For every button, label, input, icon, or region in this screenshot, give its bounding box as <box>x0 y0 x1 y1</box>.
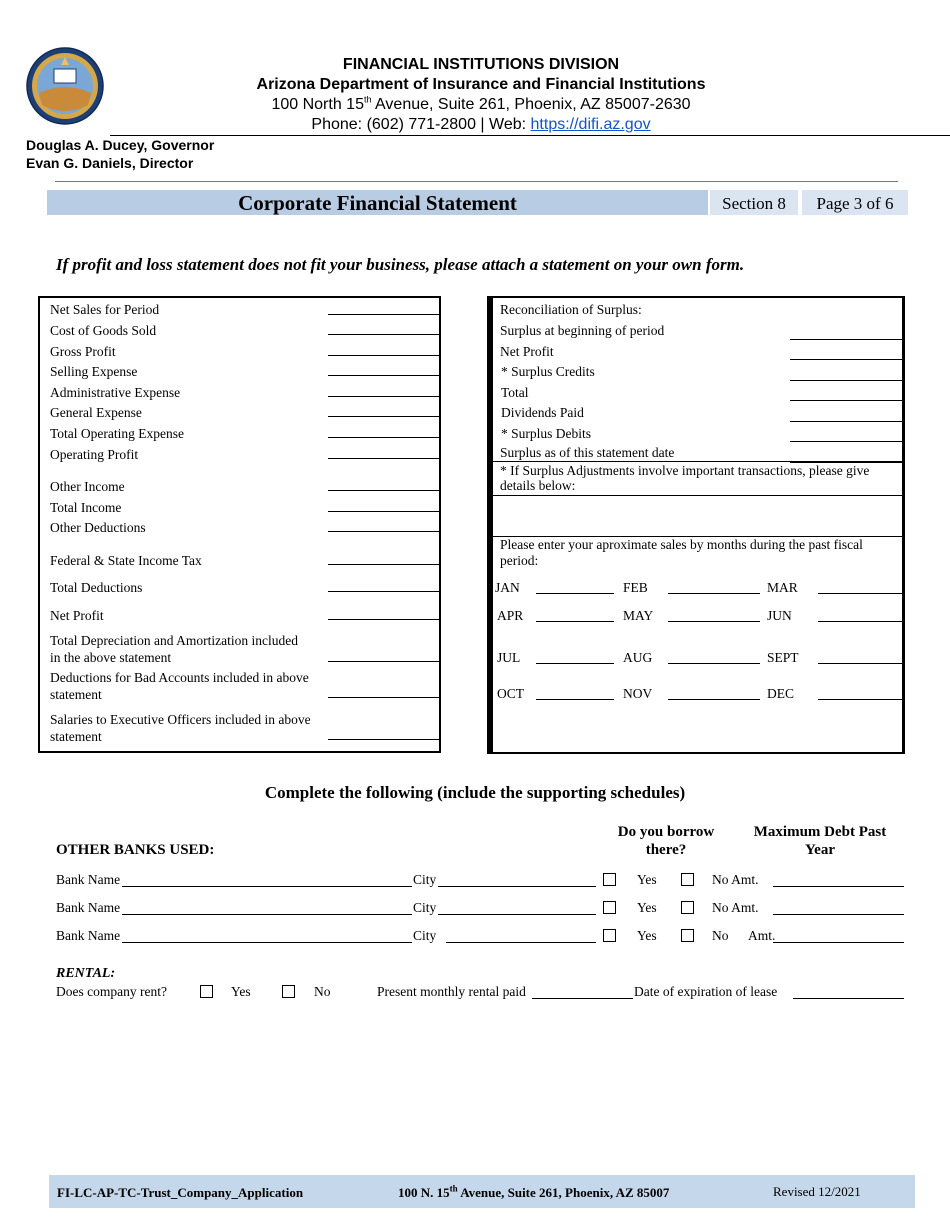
left-item-label: Operating Profit <box>50 447 139 462</box>
month-label: FEB <box>623 580 648 595</box>
surplus-item-label: * Surplus Debits <box>501 426 592 441</box>
borrow-heading: Do you borrow there? <box>617 824 715 858</box>
bank-name-field[interactable] <box>122 942 412 943</box>
website-link[interactable]: https://difi.az.gov <box>530 116 651 133</box>
salaries-label: Salaries to Executive Officers included in above statement <box>50 712 311 744</box>
left-item-label: Administrative Expense <box>50 385 181 400</box>
month-sales-field[interactable] <box>818 621 902 622</box>
left-item-field[interactable] <box>328 375 439 376</box>
depreciation-field[interactable] <box>328 661 439 662</box>
form-title: Corporate Financial Statement <box>238 191 517 215</box>
month-sales-field[interactable] <box>536 663 614 664</box>
left-item-label: Net Profit <box>50 608 104 623</box>
month-label: MAR <box>767 580 798 595</box>
surplus-item-label: Dividends Paid <box>501 405 584 420</box>
left-item-field[interactable] <box>328 490 439 491</box>
sales-note: Please enter your aproximate sales by months during the past fiscal period: <box>500 537 863 568</box>
left-item-field[interactable] <box>328 314 439 315</box>
left-item-field[interactable] <box>328 619 439 620</box>
left-item-label: Total Deductions <box>50 580 143 595</box>
month-sales-field[interactable] <box>536 593 614 594</box>
surplus-item-field[interactable] <box>790 421 902 422</box>
governor: Douglas A. Ducey, Governor <box>26 137 215 153</box>
surplus-item-field[interactable] <box>790 359 902 360</box>
borrow-no-checkbox[interactable] <box>681 873 694 886</box>
surplus-item-field[interactable] <box>790 400 902 401</box>
month-sales-field[interactable] <box>818 663 902 664</box>
page-label: Page 3 of 6 <box>802 190 908 215</box>
department-name: Arizona Department of Insurance and Financial Institutions <box>256 76 706 93</box>
left-item-field[interactable] <box>328 458 439 459</box>
month-sales-field[interactable] <box>818 699 902 700</box>
adjust-divider-top <box>491 461 903 462</box>
left-item-field[interactable] <box>328 591 439 592</box>
left-item-field[interactable] <box>328 564 439 565</box>
rent-question: Does company rent? <box>56 984 167 999</box>
footer-address: 100 N. 15th Avenue, Suite 261, Phoenix, AZ 85007 <box>398 1183 670 1200</box>
other-banks-heading: OTHER BANKS USED: <box>56 842 215 858</box>
blue-rule <box>55 181 898 182</box>
max-debt-field[interactable] <box>773 886 904 887</box>
max-debt-field[interactable] <box>773 914 904 915</box>
surplus-item-label: Surplus at beginning of period <box>500 323 665 338</box>
bad-accounts-label: Deductions for Bad Accounts included in above statement <box>50 670 309 702</box>
complete-heading: Complete the following (include the supporting schedules) <box>264 783 686 802</box>
borrow-yes-label: Yes <box>637 928 657 943</box>
left-item-label: Net Sales for Period <box>50 302 160 317</box>
left-item-label: Other Deductions <box>50 520 146 535</box>
rent-yes-label: Yes <box>231 984 251 999</box>
month-sales-field[interactable] <box>818 593 902 594</box>
month-label: APR <box>497 608 524 623</box>
month-label: NOV <box>623 686 653 701</box>
bank-name-label: Bank Name <box>56 928 121 943</box>
city-label: City <box>413 928 437 943</box>
surplus-item-field[interactable] <box>790 441 902 442</box>
bank-name-label: Bank Name <box>56 900 121 915</box>
left-item-field[interactable] <box>328 396 439 397</box>
month-sales-field[interactable] <box>668 663 760 664</box>
borrow-no-amt-label: No Amt. <box>712 872 759 887</box>
city-field[interactable] <box>438 914 596 915</box>
borrow-yes-checkbox[interactable] <box>603 873 616 886</box>
left-item-label: Gross Profit <box>50 344 116 359</box>
left-item-field[interactable] <box>328 334 439 335</box>
footer-revised: Revised 12/2021 <box>773 1184 861 1199</box>
notice-text: If profit and loss statement does not fit your business, please attach a statement on your own form. <box>56 255 745 274</box>
left-item-label: Federal & State Income Tax <box>50 553 202 568</box>
left-item-field[interactable] <box>328 437 439 438</box>
borrow-yes-label: Yes <box>637 900 657 915</box>
rental-heading: RENTAL: <box>56 966 116 981</box>
month-label: JUN <box>767 608 792 623</box>
monthly-rental-label: Present monthly rental paid <box>377 984 526 999</box>
rent-yes-checkbox[interactable] <box>200 985 213 998</box>
surplus-item-label: Surplus as of this statement date <box>500 445 675 460</box>
month-label: MAY <box>623 608 654 623</box>
bank-name-field[interactable] <box>122 914 412 915</box>
borrow-no-amt-label: No Amt. <box>712 900 759 915</box>
max-debt-field[interactable] <box>773 942 904 943</box>
amt-label: Amt. <box>748 928 776 943</box>
month-label: OCT <box>497 686 524 701</box>
borrow-no-checkbox[interactable] <box>681 929 694 942</box>
depreciation-label: Total Depreciation and Amortization included in the above statement <box>50 633 298 665</box>
borrow-yes-checkbox[interactable] <box>603 901 616 914</box>
borrow-yes-label: Yes <box>637 872 657 887</box>
header-rule <box>110 135 950 136</box>
month-sales-field[interactable] <box>536 621 614 622</box>
city-field[interactable] <box>438 886 596 887</box>
salaries-field[interactable] <box>328 739 439 740</box>
borrow-yes-checkbox[interactable] <box>603 929 616 942</box>
left-item-label: Total Income <box>50 500 122 515</box>
division-name: FINANCIAL INSTITUTIONS DIVISION <box>342 56 620 73</box>
adjust-note: * If Surplus Adjustments involve important transactions, please give details below: <box>500 463 870 493</box>
left-item-field[interactable] <box>328 355 439 356</box>
city-field[interactable] <box>446 942 596 943</box>
left-item-field[interactable] <box>328 511 439 512</box>
borrow-no-checkbox[interactable] <box>681 901 694 914</box>
rent-no-label: No <box>314 984 331 999</box>
lease-expiration-field[interactable] <box>793 998 904 999</box>
bad-accounts-field[interactable] <box>328 697 439 698</box>
borrow-no-label: No <box>712 928 729 943</box>
left-item-field[interactable] <box>328 531 439 532</box>
month-sales-field[interactable] <box>668 699 760 700</box>
month-label: AUG <box>623 650 653 665</box>
city-label: City <box>413 900 437 915</box>
surplus-item-label: Reconciliation of Surplus: <box>500 302 642 317</box>
surplus-item-field[interactable] <box>790 380 902 381</box>
left-item-label: Total Operating Expense <box>50 426 185 441</box>
left-item-field[interactable] <box>328 416 439 417</box>
month-label: JUL <box>497 650 521 665</box>
lease-expiration-label: Date of expiration of lease <box>634 984 778 999</box>
city-label: City <box>413 872 437 887</box>
surplus-item-label: Net Profit <box>500 344 554 359</box>
surplus-item-label: * Surplus Credits <box>501 364 595 379</box>
month-label: SEPT <box>767 650 799 665</box>
surplus-item-label: Total <box>501 385 529 400</box>
month-sales-field[interactable] <box>668 621 760 622</box>
bank-name-label: Bank Name <box>56 872 121 887</box>
bank-name-field[interactable] <box>122 886 412 887</box>
header-contact: Phone: (602) 771-2800 | Web: https://difi.az.gov <box>311 116 651 133</box>
surplus-item-field[interactable] <box>790 339 902 340</box>
left-item-label: Other Income <box>50 479 125 494</box>
month-sales-field[interactable] <box>536 699 614 700</box>
left-item-label: General Expense <box>50 405 142 420</box>
month-label: DEC <box>767 686 794 701</box>
month-label: JAN <box>495 580 520 595</box>
section-label: Section 8 <box>710 190 798 215</box>
monthly-rental-field[interactable] <box>532 998 633 999</box>
max-debt-heading: Maximum Debt Past Year <box>753 824 887 858</box>
footer-form-id: FI-LC-AP-TC-Trust_Company_Application <box>57 1185 304 1200</box>
left-item-label: Selling Expense <box>50 364 138 379</box>
month-sales-field[interactable] <box>668 593 760 594</box>
adjust-divider-bottom <box>491 495 903 496</box>
director: Evan G. Daniels, Director <box>26 155 194 171</box>
left-item-label: Cost of Goods Sold <box>50 323 157 338</box>
rent-no-checkbox[interactable] <box>282 985 295 998</box>
header-address: 100 North 15th Avenue, Suite 261, Phoenix, AZ 85007-2630 <box>271 94 691 113</box>
